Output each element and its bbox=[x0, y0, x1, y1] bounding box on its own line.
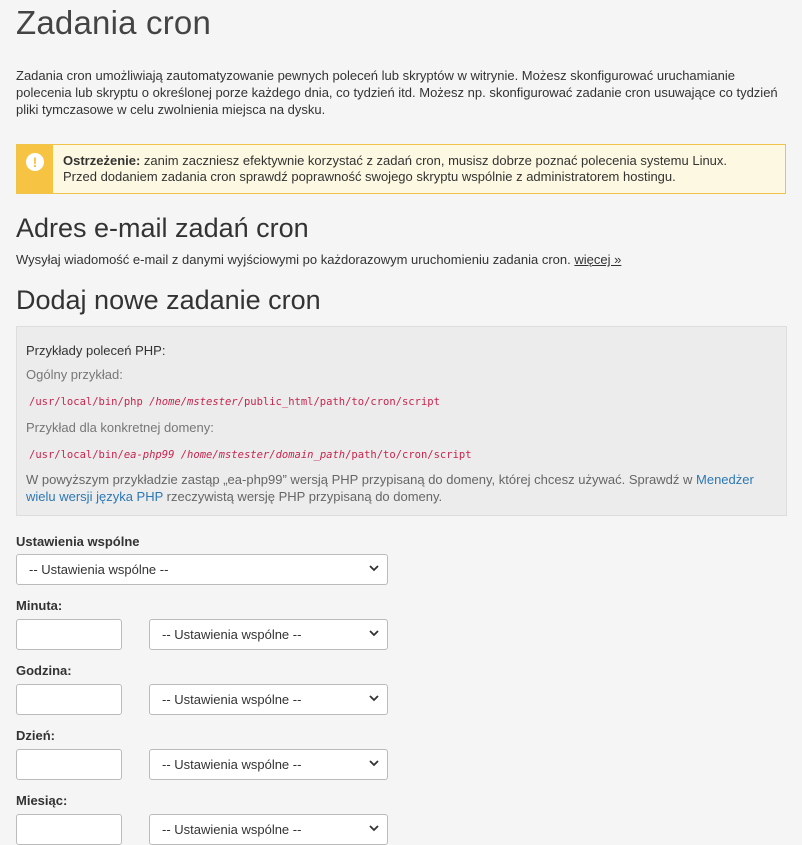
domain-example-command bbox=[29, 449, 777, 461]
day-input[interactable] bbox=[16, 749, 122, 780]
common-settings-select[interactable] bbox=[16, 554, 388, 585]
select-value: -- Ustawienia wspólne -- bbox=[29, 562, 169, 577]
day-select[interactable] bbox=[149, 749, 388, 780]
warning-strong: Ostrzeżenie: bbox=[63, 153, 141, 168]
chevron-down-icon bbox=[369, 620, 379, 649]
hour-input[interactable] bbox=[16, 684, 122, 715]
chevron-down-icon bbox=[369, 555, 379, 584]
warning-callout bbox=[16, 144, 786, 194]
cmd-part-italic: domain_path bbox=[275, 449, 346, 461]
month-label: Miesiąc: bbox=[16, 793, 68, 808]
php-examples-box bbox=[16, 326, 787, 516]
cmd-part-italic: /home/mstester/ bbox=[174, 449, 276, 461]
select-value: -- Ustawienia wspólne -- bbox=[162, 692, 302, 707]
email-description-text: Wysyłaj wiadomość e-mail z danymi wyjściowymi po każdorazowym uruchomieniu zadania cron. bbox=[16, 252, 571, 267]
more-link[interactable]: więcej » bbox=[574, 252, 622, 267]
exclamation-icon: ! bbox=[26, 153, 44, 171]
email-description bbox=[16, 252, 621, 267]
chevron-down-icon bbox=[369, 750, 379, 779]
email-heading: Adres e-mail zadań cron bbox=[16, 213, 309, 243]
examples-note bbox=[26, 471, 777, 505]
select-value: -- Ustawienia wspólne -- bbox=[162, 627, 302, 642]
intro-text: Zadania cron umożliwiają zautomatyzowanie pewnych poleceń lub skryptów w witrynie. Możesz skonfigurować uruchamianie polecenia lub skryptu o określonej porze każdego dnia, co tydzień itd. Możesz np. skonfigurować zadanie cron usuwające co tydzień pliki tymczasowe w celu zwolnienia miejsca na dysku. bbox=[16, 68, 778, 117]
general-example-label: Ogólny przykład: bbox=[26, 367, 123, 382]
common-settings-label: Ustawienia wspólne bbox=[16, 534, 140, 549]
chevron-down-icon bbox=[369, 685, 379, 714]
select-value: -- Ustawienia wspólne -- bbox=[162, 822, 302, 837]
php-manager-link[interactable]: Menedżer wielu wersji języka PHP bbox=[26, 472, 754, 504]
note-text: rzeczywistą wersję PHP przypisaną do domeny. bbox=[163, 489, 443, 504]
month-input[interactable] bbox=[16, 814, 122, 845]
chevron-down-icon bbox=[369, 815, 379, 844]
cmd-part: public_html/path/to/cron/script bbox=[243, 396, 440, 408]
day-label: Dzień: bbox=[16, 728, 55, 743]
examples-header: Przykłady poleceń PHP: bbox=[26, 343, 166, 358]
warning-line2: Przed dodaniem zadania cron sprawdź poprawność swojego skryptu wspólnie z administratorem hostingu. bbox=[63, 169, 676, 184]
warning-line1: zanim zaczniesz efektywnie korzystać z zadań cron, musisz dobrze poznać polecenia systemu Linux. bbox=[140, 153, 728, 168]
cmd-part: /usr/local/bin/php bbox=[29, 396, 150, 408]
month-select[interactable] bbox=[149, 814, 388, 845]
add-cron-heading: Dodaj nowe zadanie cron bbox=[16, 285, 321, 315]
hour-label: Godzina: bbox=[16, 663, 72, 678]
warning-text bbox=[53, 145, 737, 193]
warning-sidebar bbox=[17, 145, 53, 193]
minute-select[interactable] bbox=[149, 619, 388, 650]
cmd-part-italic: /home/mstester/ bbox=[149, 396, 244, 408]
select-value: -- Ustawienia wspólne -- bbox=[162, 757, 302, 772]
hour-select[interactable] bbox=[149, 684, 388, 715]
domain-example-label: Przykład dla konkretnej domeny: bbox=[26, 420, 214, 435]
minute-input[interactable] bbox=[16, 619, 122, 650]
cmd-part: /usr/local/bin/ bbox=[29, 449, 124, 461]
note-text: W powyższym przykładzie zastąp „ea-php99” wersją PHP przypisaną do domeny, której chcesz używać. Sprawdź w bbox=[26, 472, 697, 487]
cmd-part-italic: ea-php99 bbox=[123, 449, 175, 461]
page-title: Zadania cron bbox=[16, 4, 212, 41]
cmd-part: /path/to/cron/script bbox=[345, 449, 472, 461]
minute-label: Minuta: bbox=[16, 598, 63, 613]
general-example-command bbox=[29, 396, 777, 408]
